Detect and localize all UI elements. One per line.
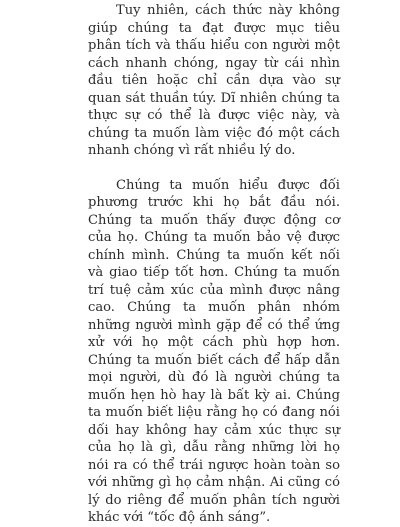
- body-text: [88, 2, 340, 527]
- paragraph-1: Tuy nhiên, cách thức này không giúp chúng ta đạt được mục tiêu phân tích và thấu hiểu con người một cách nhanh chóng, ngay từ cái nhìn đầu tiên hoặc chỉ cần dựa vào sự quan sát thuần túy. Dĩ nhiên chúng ta thực sự có thể là được việc này, và chúng ta muốn làm việc đó một cách nhanh chóng vì rất nhiều lý do.: [88, 3, 340, 158]
- paragraph-2: Chúng ta muốn hiểu được đối phương trước khi họ bắt đầu nói. Chúng ta muốn thấy được động cơ của họ. Chúng ta muốn bảo vệ được chính mình. Chúng ta muốn kết nối và giao tiếp tốt hơn. Chúng ta muốn trí tuệ cảm xúc của mình được nâng cao. Chúng ta muốn phân nhóm những người mình gặp để có thể ứng xử với họ một cách phù hợp hơn. Chúng ta muốn biết cách để hấp dẫn mọi người, dù đó là người chúng ta muốn hẹn hò hay là bất kỳ ai. Chúng ta muốn biết liệu rằng họ có đang nói dối hay không hay cảm xúc thực sự của họ là gì, dẫu rằng những lời họ nói ra có thể trái ngược hoàn toàn so với những gì họ cảm nhận. Ai cũng có lý do riêng để muốn phân tích người khác với “tốc độ ánh sáng”.: [88, 177, 340, 525]
